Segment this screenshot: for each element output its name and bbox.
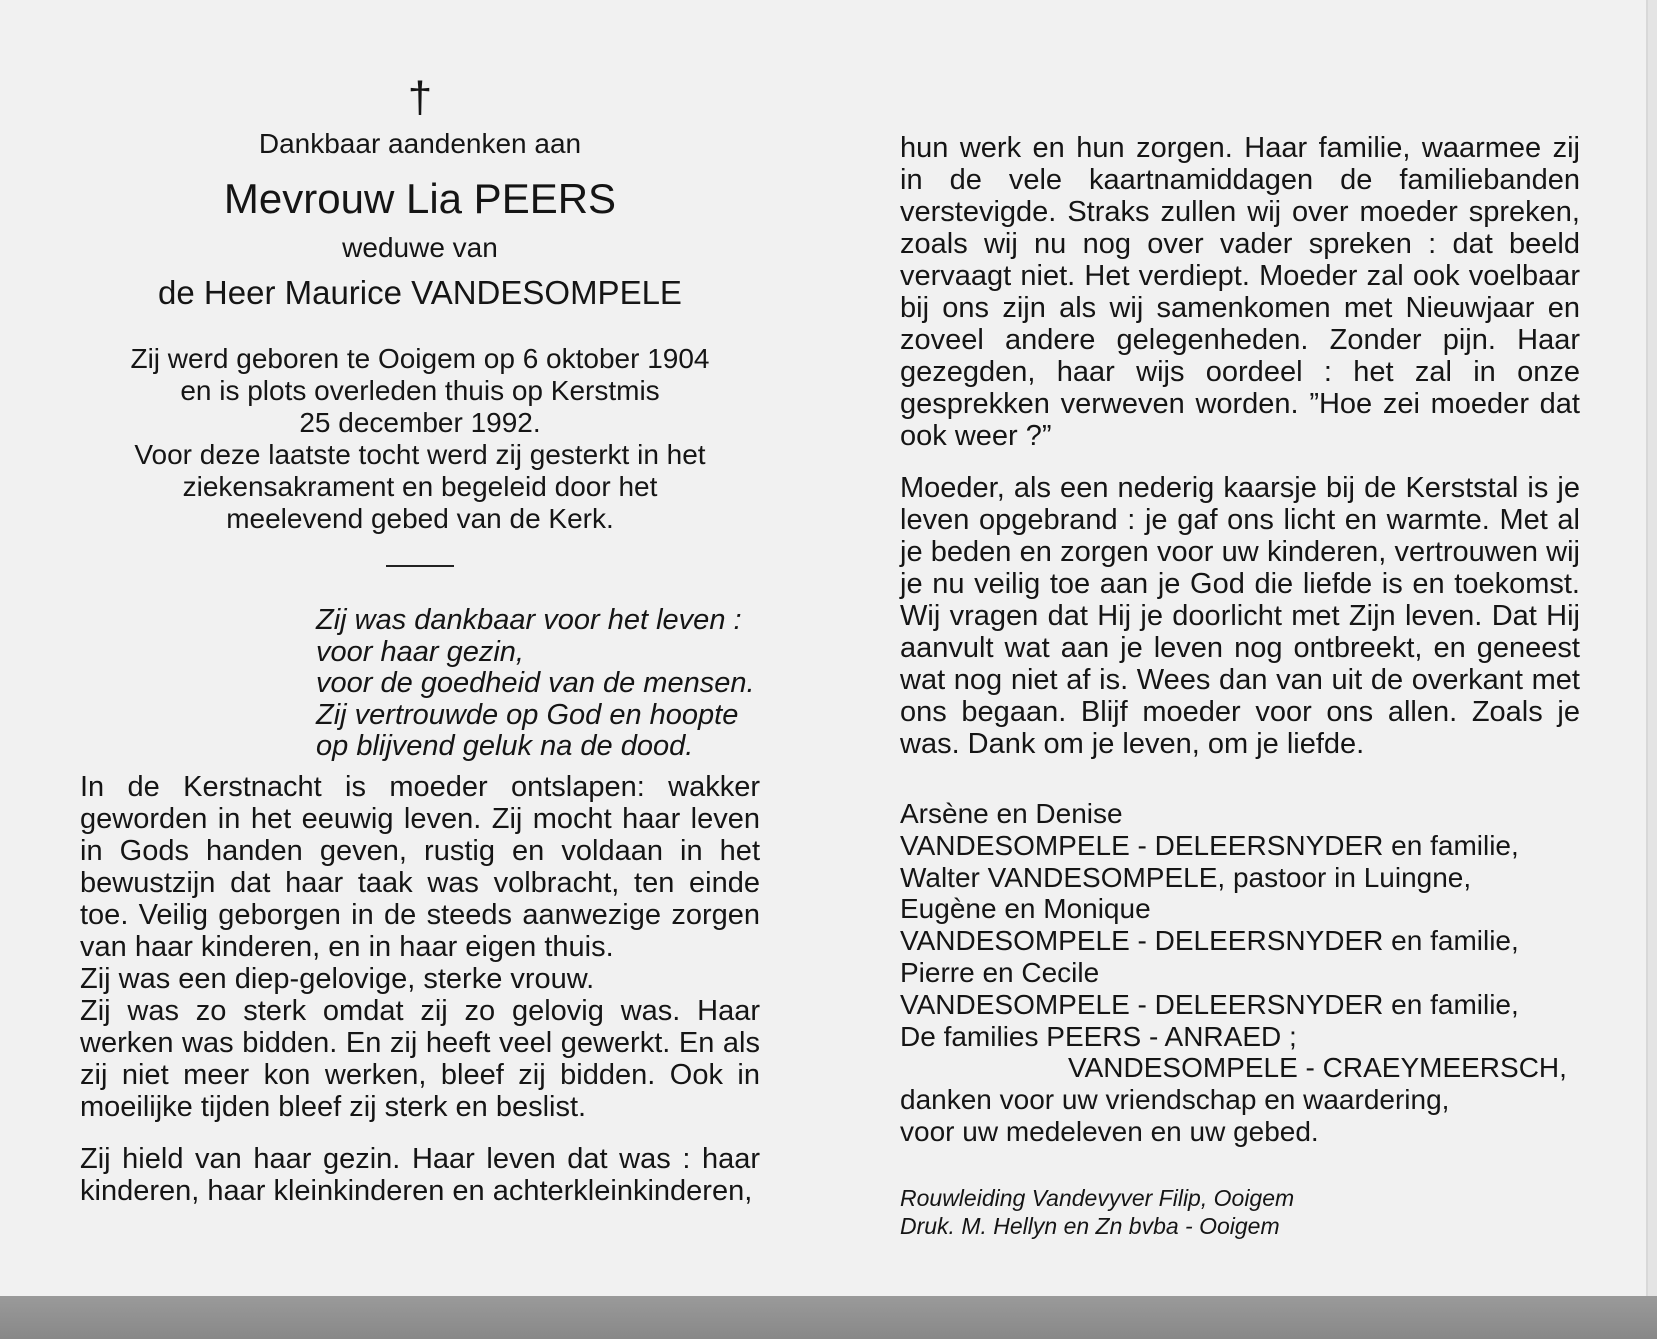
paragraph-diep-gelovig: Zij was een diep-gelovige, sterke vrouw. bbox=[80, 962, 595, 995]
paragraph-kaarsje: Moeder, als een nederig kaarsje bij de Kerststal is je leven opgebrand : je gaf ons licht en warmte. Met al je beden en zorgen voor uw kinderen, vertrouwen wij je nu veilig toe aan je God die liefde is en toekomst. Wij vragen dat Hij je doorlicht met Zijn leven. Dat Hij aanvult wat aan je leven nog ontbreekt, en geneest wat nog niet af is. Wees dan van uit de overkant met ons begaan. Blijf moeder voor ons allen. Zoals je was. Dank om je leven, om je liefde. bbox=[900, 472, 1580, 760]
poem bbox=[316, 605, 760, 763]
poem-line: op blijvend geluk na de dood. bbox=[316, 730, 694, 762]
funeral-director: Rouwleiding Vandevyver Filip, Ooigem bbox=[900, 1184, 1295, 1211]
paragraph-kerstnacht: In de Kerstnacht is moeder ontslapen: wakker geworden in het eeuwig leven. Zij mocht haar leven in Gods handen geven, rustig en voldaan in het bewustzijn dat haar taak was volbracht, ten einde toe. Veilig geborgen in de steeds aanwezige zorgen van haar kinderen, en in haar eigen thuis. bbox=[80, 770, 760, 963]
widow-line: weduwe van bbox=[342, 232, 498, 263]
poem-line: Zij vertrouwde op God en hoopte bbox=[316, 698, 739, 731]
family-line: Walter VANDESOMPELE, pastoor in Luingne, bbox=[900, 861, 1472, 893]
deceased-name: Mevrouw Lia PEERS bbox=[223, 175, 617, 222]
bio-line: ziekensakrament en begeleid door het bbox=[182, 471, 658, 502]
card-edge bbox=[1648, 0, 1657, 1296]
printer-name: Druk. M. Hellyn en Zn bvba - Ooigem bbox=[900, 1212, 1280, 1239]
family-line: VANDESOMPELE - CRAEYMEERSCH, bbox=[1068, 1052, 1567, 1084]
paragraph-sterk: Zij was zo sterk omdat zij zo gelovig was. Haar werken was bidden. En zij heeft veel gewerkt. En als zij niet meer kon werken, bleef zij bidden. Ook in moeilijke tijden bleef zij sterk en beslist. bbox=[80, 994, 760, 1123]
paragraph-familie: hun werk en hun zorgen. Haar familie, waarmee zij in de vele kaartnamiddagen de familiebanden verstevigde. Straks zullen wij over moeder spreken, zoals wij nu nog over vader spreken : dat beeld vervaagt niet. Het verdiept. Moeder zal ook voelbaar bij ons zijn als wij samenkomen met Nieuwjaar en zoveel andere gelegenheden. Zonder pijn. Haar gezegden, haar wijs oordeel : het zal in onze gesprekken verweven worden. ”Hoe zei moeder dat ook weer ?” bbox=[900, 132, 1580, 452]
poem-line: voor de goedheid van de mensen. bbox=[316, 667, 755, 699]
family-line: Pierre en Cecile bbox=[900, 956, 1100, 988]
husband-name: de Heer Maurice VANDESOMPELE bbox=[158, 274, 682, 311]
bio-line: meelevend gebed van de Kerk. bbox=[226, 503, 614, 534]
poem-line: voor haar gezin, bbox=[316, 635, 524, 668]
left-page bbox=[80, 75, 760, 1207]
dedication-line: Dankbaar aandenken aan bbox=[258, 128, 582, 159]
right-page bbox=[900, 132, 1580, 1240]
scan-background bbox=[0, 1296, 1657, 1339]
family-line: Eugène en Monique bbox=[900, 893, 1151, 925]
bio-line: Voor deze laatste tocht werd zij gesterkt in het bbox=[134, 439, 706, 470]
family-line: Arsène en Denise bbox=[900, 798, 1123, 829]
family-line: VANDESOMPELE - DELEERSNYDER en familie, bbox=[900, 829, 1519, 861]
cross-icon: † bbox=[407, 73, 433, 122]
family-line: VANDESOMPELE - DELEERSNYDER en familie, bbox=[900, 988, 1519, 1020]
family-line: voor uw medeleven en uw gebed. bbox=[900, 1115, 1319, 1147]
family-line: danken voor uw vriendschap en waardering, bbox=[900, 1084, 1450, 1116]
paragraph-gezin: Zij hield van haar gezin. Haar leven dat was : haar kinderen, haar kleinkinderen en achterkleinkinderen, bbox=[80, 1142, 760, 1207]
family-line: De families PEERS - ANRAED ; bbox=[900, 1020, 1297, 1052]
poem-line: Zij was dankbaar voor het leven : bbox=[316, 604, 742, 636]
bio-line: 25 december 1992. bbox=[299, 407, 541, 438]
divider bbox=[386, 565, 454, 567]
bio-line: Zij werd geboren te Ooigem op 6 oktober 1904 bbox=[130, 343, 710, 374]
biography bbox=[80, 343, 760, 535]
family-line: VANDESOMPELE - DELEERSNYDER en familie, bbox=[900, 925, 1519, 957]
family-list bbox=[900, 798, 1580, 1148]
printer-credits bbox=[900, 1184, 1580, 1240]
bio-line: en is plots overleden thuis op Kerstmis bbox=[180, 375, 660, 406]
